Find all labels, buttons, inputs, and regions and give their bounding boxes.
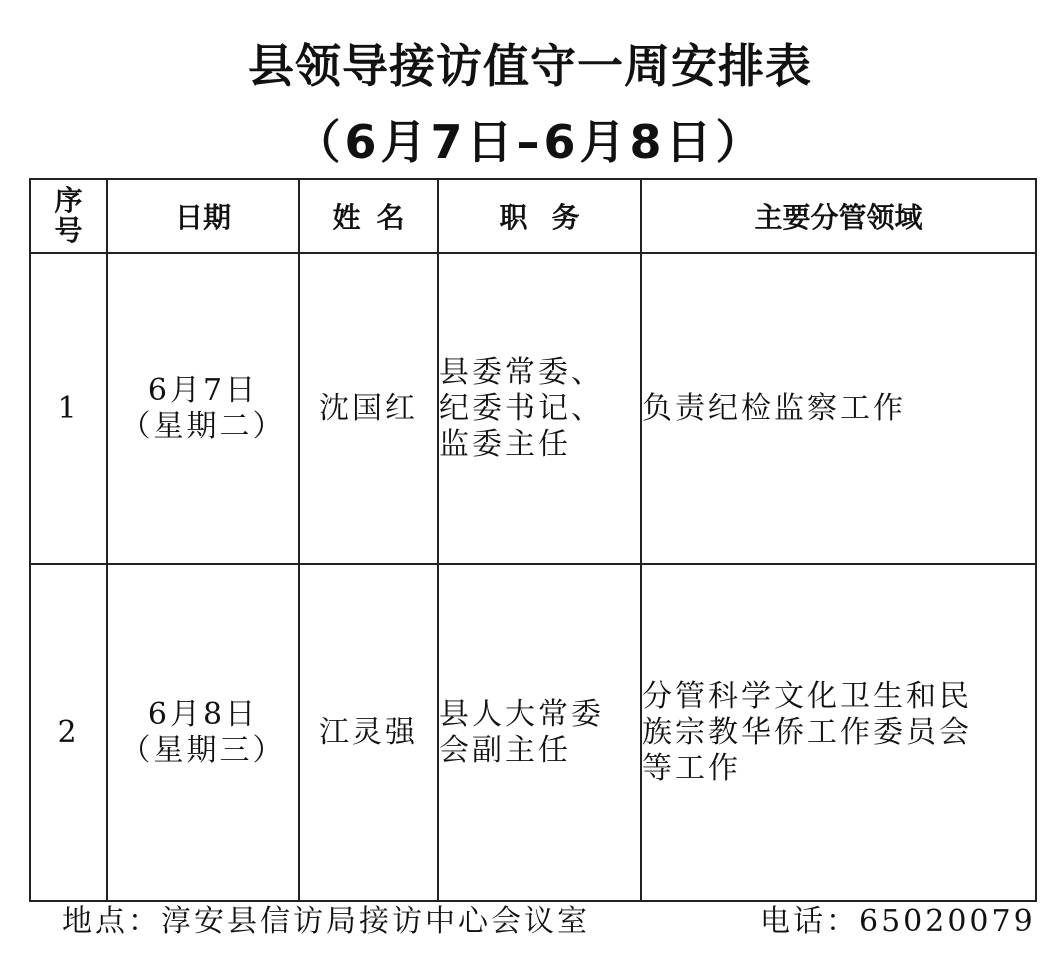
footer-location: 地点：淳安县信访局接访中心会议室 [62,904,590,939]
cell-area [641,253,1036,564]
cell-date-weekday: （星期二） [120,408,286,444]
cell-area-line: 族宗教华侨工作委员会 [642,714,972,750]
header-position-char1: 职 [499,201,528,234]
header-seq [30,179,107,253]
cell-area [641,564,1036,901]
header-name-char2: 名 [376,201,405,234]
cell-seq: 1 [30,253,107,564]
table-header-row [30,179,1036,253]
cell-date-day: 6月7日 [147,372,259,408]
document-title: 县领导接访值守一周安排表 [248,39,812,93]
table-row [30,253,1036,564]
cell-name: 江灵强 [299,564,438,901]
cell-name: 沈国红 [299,253,438,564]
cell-area-line: 等工作 [642,750,741,786]
header-date: 日期 [107,179,299,253]
header-name [299,179,438,253]
footer-phone: 电话：65020079 [760,904,1036,939]
cell-date-weekday: （星期三） [120,732,286,768]
header-position [438,179,641,253]
cell-position-line: 会副主任 [439,732,571,768]
header-name-char1: 姓 [332,201,361,234]
header-seq-line1: 序 [54,184,83,217]
cell-position-line: 县委常委、 [439,354,604,390]
header-position-char2: 务 [551,201,580,234]
header-seq-line2: 号 [54,214,83,247]
cell-date-day: 6月8日 [147,696,259,732]
schedule-table [29,178,1037,902]
cell-date [107,564,299,901]
cell-seq: 2 [30,564,107,901]
cell-position-line: 监委主任 [439,426,571,462]
cell-position [438,253,641,564]
cell-position-line: 纪委书记、 [439,390,604,426]
table-row [30,564,1036,901]
document-subtitle: （6月7日–6月8日） [294,115,766,169]
cell-area-line: 分管科学文化卫生和民 [642,678,972,714]
header-area: 主要分管领域 [641,179,1036,253]
cell-area-line: 负责纪检监察工作 [642,390,906,426]
cell-position [438,564,641,901]
cell-position-line: 县人大常委 [439,696,604,732]
cell-date [107,253,299,564]
